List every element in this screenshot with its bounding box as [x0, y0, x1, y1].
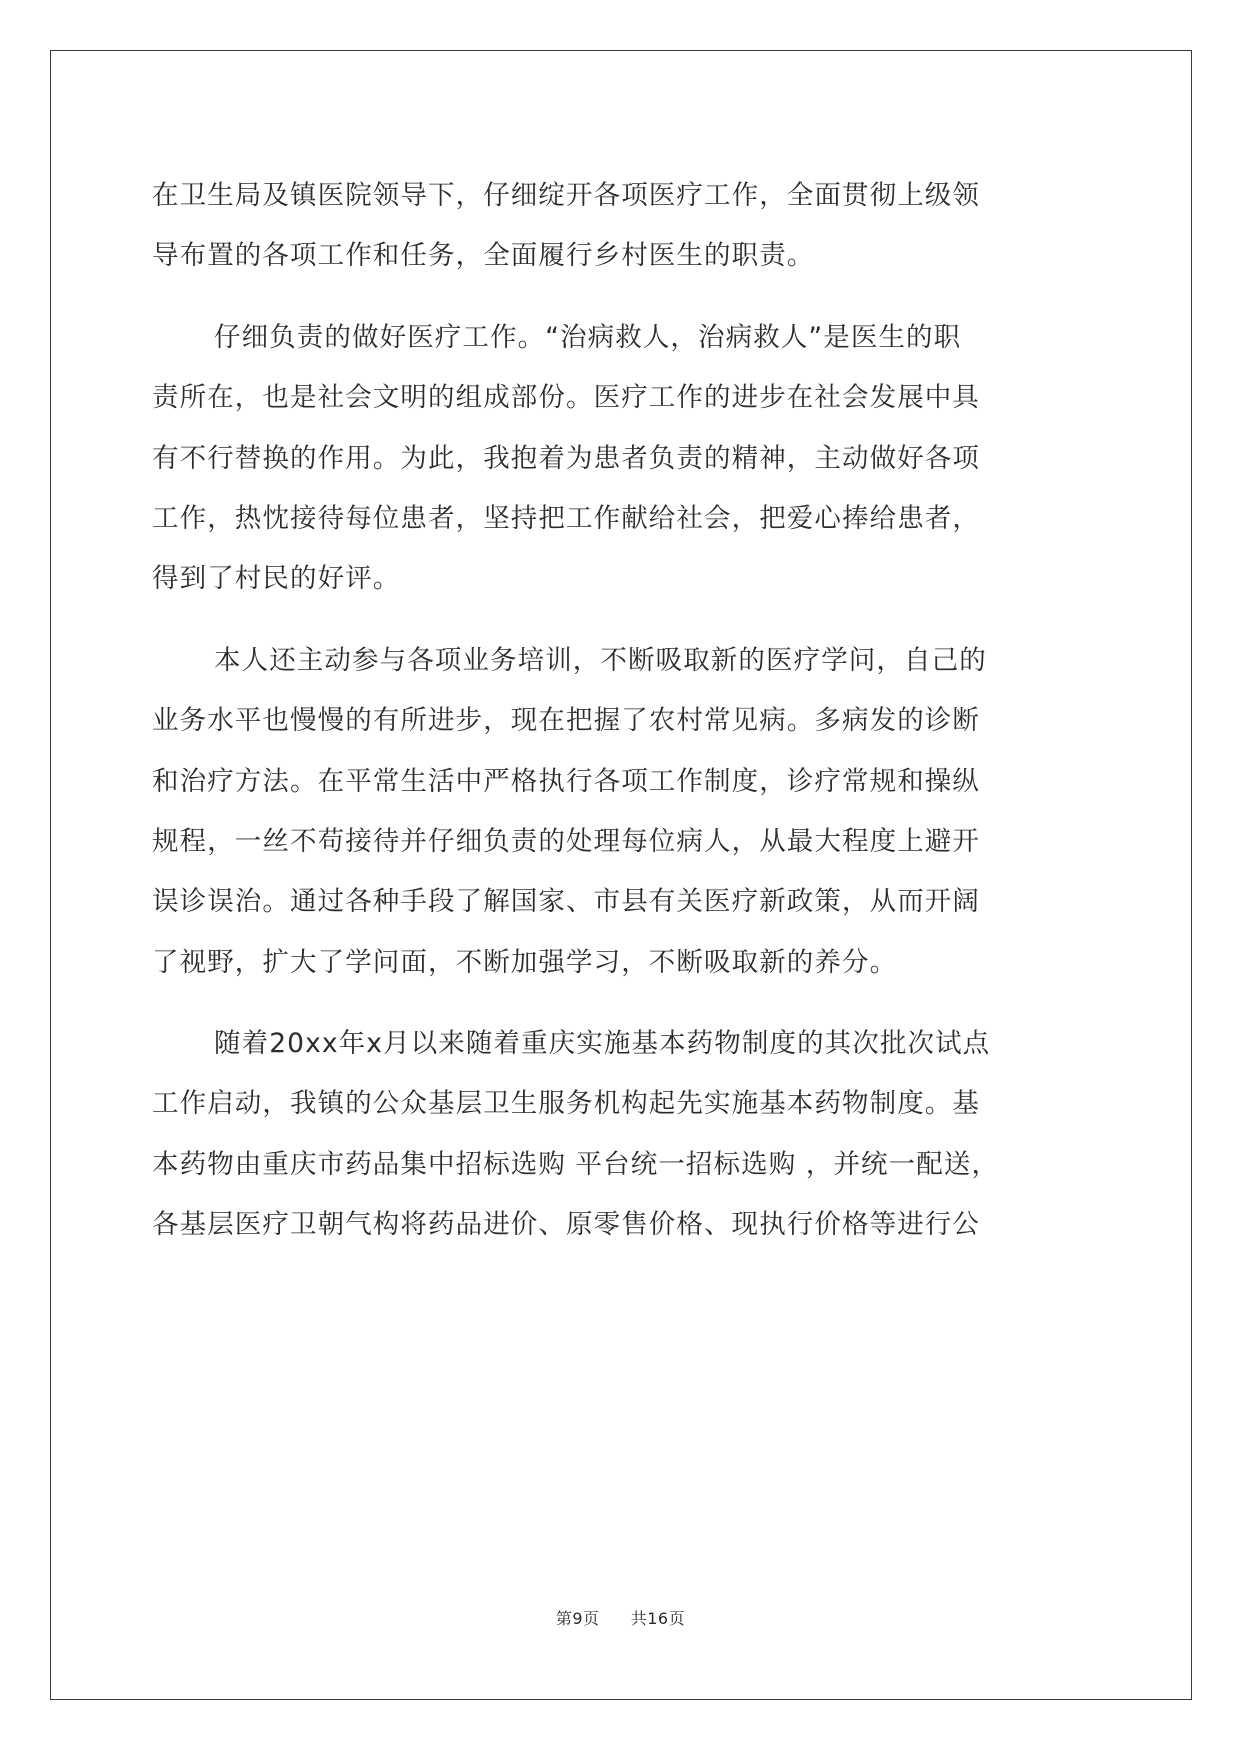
text-line: 责所在，也是社会文明的组成部份。医疗工作的进步在社会发展中具	[152, 382, 980, 414]
page-number: 第9页	[555, 1609, 600, 1628]
page-footer	[0, 1606, 1241, 1629]
text-line: 在卫生局及镇医院领导下，仔细绽开各项医疗工作，全面贯彻上级领	[152, 180, 980, 211]
text-line: 和治疗方法。在平常生活中严格执行各项工作制度，诊疗常规和操纵	[152, 765, 980, 797]
page-total: 共16页	[630, 1609, 686, 1628]
text-line: 业务水平也慢慢的有所进步，现在把握了农村常见病。多病发的诊断	[152, 705, 980, 737]
text-line: 导布置的各项工作和任务，全面履行乡村医生的职责。	[152, 240, 815, 272]
text-line: 工作，热忱接待每位患者，坚持把工作献给社会，把爱心捧给患者，	[152, 502, 980, 534]
text-line: 了视野，扩大了学问面，不断加强学习，不断吸取新的养分。	[152, 946, 898, 978]
text-line: 各基层医疗卫朝气构将药品进价、原零售价格、现执行价格等进行公	[152, 1209, 980, 1241]
text-line: 随着20xx年x月以来随着重庆实施基本药物制度的其次批次试点	[214, 1028, 991, 1060]
document-body	[152, 166, 1092, 1256]
text-line: 误诊误治。通过各种手段了解国家、市县有关医疗新政策，从而开阔	[152, 886, 980, 918]
text-line: 本药物由重庆市药品集中招标选购 平台统一招标选购 ，并统一配送，	[152, 1148, 1000, 1180]
text-line: 本人还主动参与各项业务培训，不断吸取新的医疗学问，自己的	[214, 644, 987, 676]
text-line: 有不行替换的作用。为此，我抱着为患者负责的精神，主动做好各项	[152, 442, 980, 474]
text-line: 得到了村民的好评。	[152, 563, 401, 595]
text-line: 仔细负责的做好医疗工作。“治病救人，治病救人”是医生的职	[214, 321, 962, 353]
text-line: 工作启动，我镇的公众基层卫生服务机构起先实施基本药物制度。基	[152, 1088, 980, 1120]
text-line: 规程，一丝不苟接待并仔细负责的处理每位病人，从最大程度上避开	[152, 825, 980, 857]
